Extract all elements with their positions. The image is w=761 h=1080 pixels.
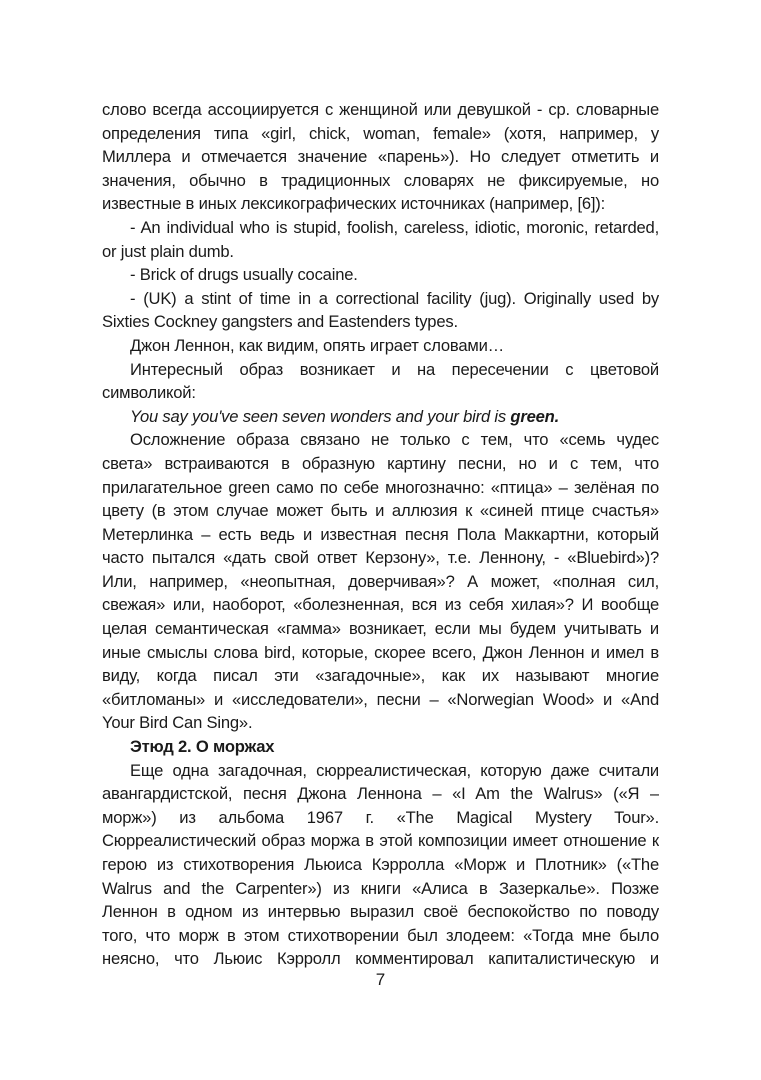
line-text: You say you've seen seven wonders and your bird is (130, 406, 511, 426)
line-text: виду, когда писал эти «загадочные», как их называют многие (102, 666, 659, 686)
text-line (102, 924, 659, 948)
text-line (102, 853, 659, 877)
section-heading (102, 735, 659, 759)
line-text: Или, например, «неопытная, доверчивая»? А может, «полная сил, (102, 571, 659, 591)
line-text: Леннон в одном из интервью выразил своё беспокойство по поводу (102, 902, 659, 922)
text-line (102, 287, 659, 311)
line-text: Осложнение образа связано не только с тем, что «семь чудес (130, 430, 659, 450)
text-line (102, 593, 659, 617)
text-line (102, 546, 659, 570)
line-text: света» встраиваются в образную картину песни, но и с тем, что (102, 453, 659, 473)
text-line (102, 499, 659, 523)
line-text: or just plain dumb. (102, 241, 234, 261)
line-text: Walrus and the Carpenter») из книги «Алиса в Зазеркалье». Позже (102, 878, 659, 898)
line-text: морж») из альбома 1967 г. «The Magical Mystery Tour». (102, 807, 659, 827)
line-text: Your Bird Can Sing». (102, 713, 253, 733)
line-text: Метерлинка – есть ведь и известная песня Пола Маккартни, который (102, 524, 659, 544)
line-text: герою из стихотворения Льюиса Кэрролла «Морж и Плотник» («The (102, 855, 659, 874)
line-text: Интересный образ возникает и на пересечении с цветовой (130, 359, 659, 379)
line-text: неясно, что Льюис Кэрролл комментировал капиталистическую и (102, 949, 659, 969)
text-line (102, 452, 659, 476)
text-line (102, 358, 659, 382)
line-text: целая семантическая «гамма» возникает, если мы будем учитывать и (102, 619, 659, 639)
line-text: - (UK) a stint of time in a correctional facility (jug). Originally used by (130, 288, 659, 308)
text-line (102, 688, 659, 712)
text-line (102, 122, 659, 146)
line-text: часто пытался «дать свой ответ Керзону», т.е. Леннону, - «Bluebird»)? (102, 548, 659, 568)
line-text: прилагательное green само по себе многозначно: «птица» – зелёная по (102, 477, 659, 497)
text-line (102, 428, 659, 452)
line-text: слово всегда ассоциируется с женщиной или девушкой - ср. словарные (102, 100, 659, 119)
line-text: «битломаны» и «исследователи», песни – «Norwegian Wood» и «And (102, 689, 659, 709)
text-line (102, 98, 659, 122)
text-line (102, 641, 659, 665)
line-text: Джон Леннон, как видим, опять играет словами… (130, 335, 505, 355)
text-line (102, 310, 659, 334)
line-text: Миллера и отмечается значение «парень»). Но следует отметить и (102, 147, 659, 167)
line-text: Сюрреалистический образ моржа в этой композиции имеет отношение к (102, 831, 659, 851)
page-number: 7 (375, 970, 386, 989)
line-text: значения, обычно в традиционных словарях не фиксируемые, но (102, 170, 659, 190)
line-text: - An individual who is stupid, foolish, careless, idiotic, moronic, retarded, (130, 217, 659, 237)
text-line (102, 216, 659, 240)
text-line (102, 405, 659, 429)
text-line (102, 617, 659, 641)
text-line (102, 877, 659, 901)
text-line (102, 192, 659, 216)
line-text: авангардистской, песня Джона Леннона – «I Am the Walrus» («Я – (102, 784, 659, 804)
text-line (102, 711, 659, 735)
line-text: известные в иных лексикографических источниках (например, [6]): (102, 194, 606, 214)
line-text: - Brick of drugs usually cocaine. (130, 265, 358, 285)
line-text: Этюд 2. О моржах (130, 737, 275, 757)
text-line (102, 664, 659, 688)
text-line (102, 240, 659, 264)
text-line (102, 381, 659, 405)
emphasis-word: green. (510, 406, 559, 426)
text-line (102, 263, 659, 287)
text-line (102, 829, 659, 853)
text-line (102, 523, 659, 547)
text-line (102, 476, 659, 500)
line-text: того, что морж в этом стихотворении был злодеем: «Тогда мне было (102, 925, 659, 945)
text-line (102, 570, 659, 594)
text-line (102, 759, 659, 783)
line-text: иные смыслы слова bird, которые, скорее всего, Джон Леннон и имел в (102, 642, 659, 662)
text-line (102, 145, 659, 169)
text-line (102, 334, 659, 358)
page-body (102, 98, 659, 971)
line-text: определения типа «girl, chick, woman, female» (хотя, например, у (102, 123, 659, 143)
text-line (102, 806, 659, 830)
line-text: свежая» или, наоборот, «болезненная, вся из себя хилая»? И вообще (102, 595, 659, 615)
text-line (102, 782, 659, 806)
line-text: Еще одна загадочная, сюрреалистическая, которую даже считали (130, 760, 659, 780)
line-text: цвету (в этом случае может быть и аллюзия к «синей птице счастья» (102, 501, 659, 521)
text-line (102, 169, 659, 193)
line-text: Sixties Cockney gangsters and Eastenders types. (102, 312, 458, 332)
text-line (102, 900, 659, 924)
line-text: символикой: (102, 383, 196, 403)
